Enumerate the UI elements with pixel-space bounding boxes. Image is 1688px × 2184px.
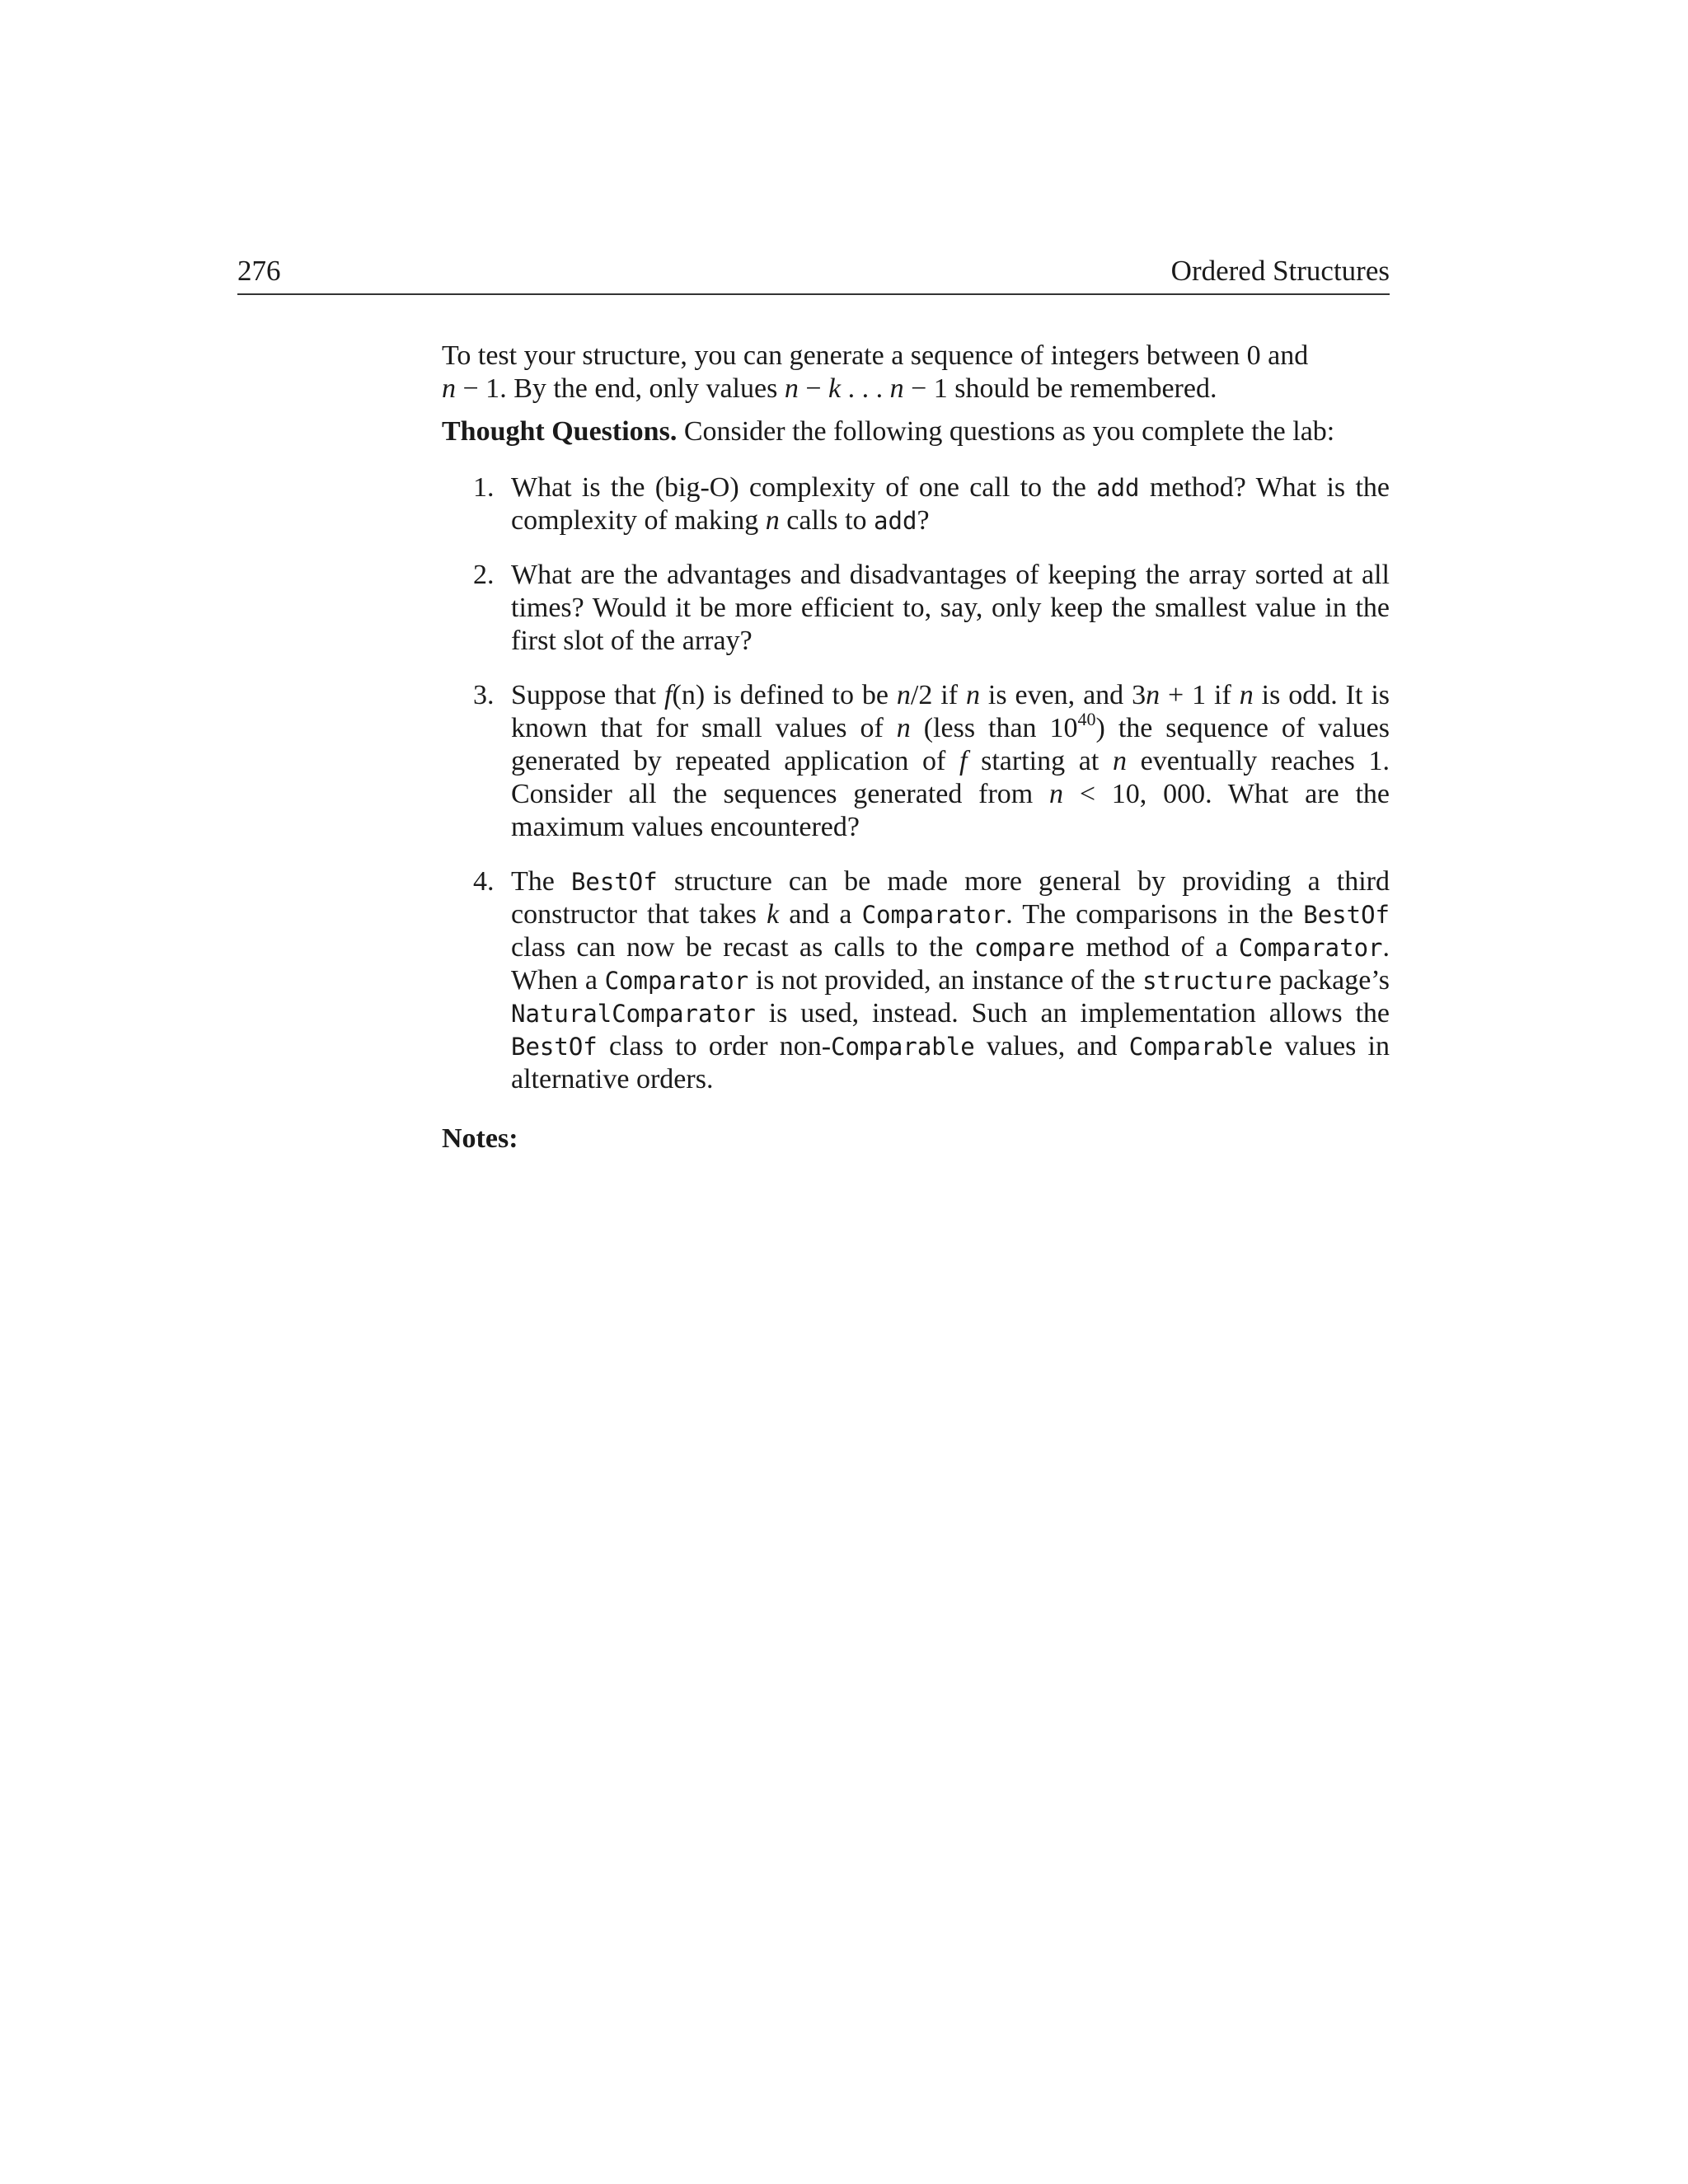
question-number: 1.: [473, 472, 495, 503]
page-number: 276: [237, 255, 281, 287]
question-number: 4.: [473, 866, 495, 897]
thought-questions-intro: Thought Questions. Consider the following questions as you complete the lab:: [442, 416, 1335, 447]
intro-paragraph: To test your structure, you can generate a sequence of integers between 0 and n − 1. By the end, only values n − k . . . n − 1 should be remembered.: [442, 340, 1309, 404]
page-header: [237, 251, 1390, 295]
question-item: 2. What are the advantages and disadvantages of keeping the array sorted at all times? Would it be more efficient to, say, only keep the smallest value in the first slot of the array?: [473, 560, 1390, 656]
thought-questions-heading: Thought Questions.: [442, 416, 678, 447]
question-item: 3. Suppose that f(n) is defined to be n/2 if n is even, and 3n + 1 if n is odd. It is known that for small values of n (less than $10^{40}$) the sequence of values generated by repeated application of f starting at n eventually reaches 1. Consider all the sequences generated from n < 10, 000. What are the maximum values encountered?: [473, 680, 1390, 842]
main-text: [442, 340, 1390, 1155]
question-item: 4. The BestOf structure can be made more general by providing a third constructor that takes k and a Comparator. The comparisons in the BestOf class can now be recast as calls to the compare method of a Comparator. When a Comparator is not provided, an instance of the structure package’s NaturalComparator is used, instead. Such an implementation allows the BestOf class to order non-Comparable values, and Comparable values in alternative orders.: [473, 866, 1390, 1094]
question-list: [442, 471, 1390, 1096]
question-number: 2.: [473, 560, 495, 590]
notes-label: Notes:: [442, 1123, 518, 1154]
question-item: 1. What is the (big-O) complexity of one call to the add method? What is the complexity of making n calls to add?: [473, 472, 1390, 536]
question-number: 3.: [473, 680, 495, 710]
chapter-title: Ordered Structures: [1170, 255, 1390, 287]
